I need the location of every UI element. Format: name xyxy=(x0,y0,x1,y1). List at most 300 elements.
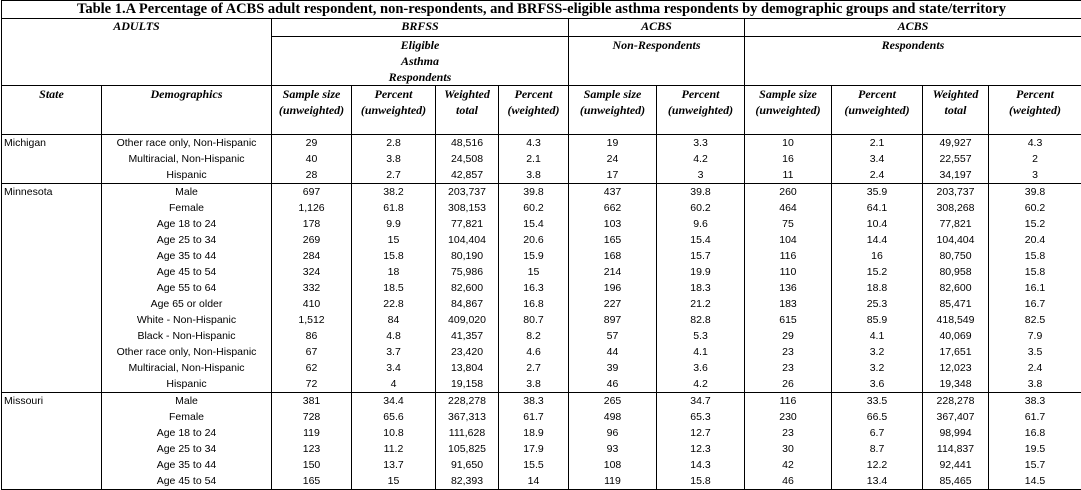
state-cell: Missouri xyxy=(2,393,102,410)
value-cell: 15.8 xyxy=(352,248,436,264)
value-cell: 9.6 xyxy=(657,216,745,232)
demographic-cell: Age 45 to 54 xyxy=(102,473,272,490)
value-cell: 75,986 xyxy=(436,264,499,280)
value-cell: 15 xyxy=(352,232,436,248)
table-row xyxy=(2,151,1081,167)
value-cell: 2.1 xyxy=(499,151,569,167)
value-cell: 4.2 xyxy=(657,151,745,167)
demographic-cell: Female xyxy=(102,200,272,216)
value-cell: 15 xyxy=(499,264,569,280)
value-cell: 38.3 xyxy=(989,393,1081,410)
value-cell: 15.4 xyxy=(657,232,745,248)
value-cell: 24 xyxy=(569,151,657,167)
value-cell: 64.1 xyxy=(832,200,923,216)
value-cell: 23 xyxy=(745,425,832,441)
value-cell: 13.4 xyxy=(832,473,923,490)
value-cell: 18.3 xyxy=(657,280,745,296)
demographic-cell: Age 35 to 44 xyxy=(102,457,272,473)
column-header: Weighted total xyxy=(923,86,989,135)
value-cell: 3 xyxy=(989,167,1081,184)
value-cell: 44 xyxy=(569,344,657,360)
value-cell: 728 xyxy=(272,409,352,425)
value-cell: 16.1 xyxy=(989,280,1081,296)
value-cell: 61.7 xyxy=(499,409,569,425)
value-cell: 228,278 xyxy=(923,393,989,410)
value-cell: 196 xyxy=(569,280,657,296)
state-cell xyxy=(2,312,102,328)
value-cell: 80,958 xyxy=(923,264,989,280)
value-cell: 28 xyxy=(272,167,352,184)
state-cell xyxy=(2,151,102,167)
demographic-cell: Black - Non-Hispanic xyxy=(102,328,272,344)
state-cell xyxy=(2,167,102,184)
value-cell: 136 xyxy=(745,280,832,296)
value-cell: 332 xyxy=(272,280,352,296)
value-cell: 18 xyxy=(352,264,436,280)
value-cell: 19,158 xyxy=(436,376,499,393)
state-cell xyxy=(2,409,102,425)
value-cell: 65.3 xyxy=(657,409,745,425)
state-cell xyxy=(2,296,102,312)
value-cell: 93 xyxy=(569,441,657,457)
value-cell: 34.7 xyxy=(657,393,745,410)
value-cell: 2.1 xyxy=(832,135,923,152)
value-cell: 4.3 xyxy=(499,135,569,152)
value-cell: 119 xyxy=(569,473,657,490)
value-cell: 19 xyxy=(569,135,657,152)
table-row xyxy=(2,457,1081,473)
value-cell: 15.8 xyxy=(989,248,1081,264)
value-cell: 19.9 xyxy=(657,264,745,280)
value-cell: 168 xyxy=(569,248,657,264)
value-cell: 23,420 xyxy=(436,344,499,360)
value-cell: 615 xyxy=(745,312,832,328)
state-cell xyxy=(2,200,102,216)
value-cell: 110 xyxy=(745,264,832,280)
value-cell: 65.6 xyxy=(352,409,436,425)
value-cell: 5.3 xyxy=(657,328,745,344)
value-cell: 3.6 xyxy=(657,360,745,376)
value-cell: 165 xyxy=(272,473,352,490)
value-cell: 15.8 xyxy=(657,473,745,490)
value-cell: 82,600 xyxy=(923,280,989,296)
value-cell: 464 xyxy=(745,200,832,216)
value-cell: 60.2 xyxy=(657,200,745,216)
value-cell: 178 xyxy=(272,216,352,232)
group-acbs-respondents: ACBS xyxy=(745,19,1081,37)
value-cell: 111,628 xyxy=(436,425,499,441)
table-title: Table 1.A Percentage of ACBS adult respondent, non-respondents, and BRFSS-eligible asthma respondents by demographic groups and state/territory xyxy=(2,1,1081,19)
table-row xyxy=(2,376,1081,393)
value-cell: 66.5 xyxy=(832,409,923,425)
value-cell: 23 xyxy=(745,360,832,376)
column-header: Sample size (unweighted) xyxy=(569,86,657,135)
value-cell: 14.4 xyxy=(832,232,923,248)
table-row xyxy=(2,184,1081,201)
value-cell: 96 xyxy=(569,425,657,441)
value-cell: 19,348 xyxy=(923,376,989,393)
value-cell: 15.7 xyxy=(657,248,745,264)
state-cell: Michigan xyxy=(2,135,102,152)
table-row xyxy=(2,312,1081,328)
value-cell: 2.8 xyxy=(352,135,436,152)
state-cell xyxy=(2,216,102,232)
table-row xyxy=(2,280,1081,296)
value-cell: 114,837 xyxy=(923,441,989,457)
value-cell: 11 xyxy=(745,167,832,184)
group-acbs-nonrespondents: ACBS xyxy=(569,19,745,37)
value-cell: 410 xyxy=(272,296,352,312)
table-row xyxy=(2,393,1081,410)
value-cell: 3.5 xyxy=(989,344,1081,360)
table-row xyxy=(2,344,1081,360)
demographic-cell: Multiracial, Non-Hispanic xyxy=(102,151,272,167)
value-cell: 4.2 xyxy=(657,376,745,393)
value-cell: 82.8 xyxy=(657,312,745,328)
group-adults: ADULTS xyxy=(2,19,272,86)
value-cell: 77,821 xyxy=(436,216,499,232)
value-cell: 98,994 xyxy=(923,425,989,441)
value-cell: 183 xyxy=(745,296,832,312)
value-cell: 17,651 xyxy=(923,344,989,360)
value-cell: 214 xyxy=(569,264,657,280)
value-cell: 46 xyxy=(745,473,832,490)
demographic-cell: Male xyxy=(102,393,272,410)
value-cell: 3.8 xyxy=(499,376,569,393)
value-cell: 17.9 xyxy=(499,441,569,457)
value-cell: 265 xyxy=(569,393,657,410)
value-cell: 38.3 xyxy=(499,393,569,410)
value-cell: 60.2 xyxy=(989,200,1081,216)
value-cell: 15 xyxy=(352,473,436,490)
value-cell: 14.3 xyxy=(657,457,745,473)
value-cell: 3.7 xyxy=(352,344,436,360)
value-cell: 6.7 xyxy=(832,425,923,441)
value-cell: 41,357 xyxy=(436,328,499,344)
table-row xyxy=(2,216,1081,232)
value-cell: 116 xyxy=(745,393,832,410)
state-cell xyxy=(2,425,102,441)
value-cell: 16.8 xyxy=(499,296,569,312)
state-cell xyxy=(2,376,102,393)
value-cell: 82.5 xyxy=(989,312,1081,328)
value-cell: 18.9 xyxy=(499,425,569,441)
column-header: Demographics xyxy=(102,86,272,135)
table-row xyxy=(2,441,1081,457)
value-cell: 4.8 xyxy=(352,328,436,344)
demographic-cell: Age 18 to 24 xyxy=(102,216,272,232)
value-cell: 48,516 xyxy=(436,135,499,152)
value-cell: 418,549 xyxy=(923,312,989,328)
value-cell: 3.2 xyxy=(832,360,923,376)
column-header: Percent (weighted) xyxy=(989,86,1081,135)
value-cell: 1,512 xyxy=(272,312,352,328)
value-cell: 897 xyxy=(569,312,657,328)
state-cell xyxy=(2,473,102,490)
value-cell: 29 xyxy=(272,135,352,152)
demographic-cell: White - Non-Hispanic xyxy=(102,312,272,328)
value-cell: 2.7 xyxy=(499,360,569,376)
value-cell: 15.8 xyxy=(989,264,1081,280)
value-cell: 3.6 xyxy=(832,376,923,393)
group-brfss: BRFSS xyxy=(272,19,569,37)
value-cell: 34,197 xyxy=(923,167,989,184)
value-cell: 367,407 xyxy=(923,409,989,425)
value-cell: 84 xyxy=(352,312,436,328)
value-cell: 150 xyxy=(272,457,352,473)
value-cell: 21.2 xyxy=(657,296,745,312)
value-cell: 17 xyxy=(569,167,657,184)
value-cell: 308,268 xyxy=(923,200,989,216)
state-cell xyxy=(2,264,102,280)
value-cell: 24,508 xyxy=(436,151,499,167)
value-cell: 2 xyxy=(989,151,1081,167)
value-cell: 260 xyxy=(745,184,832,201)
value-cell: 16 xyxy=(832,248,923,264)
value-cell: 72 xyxy=(272,376,352,393)
value-cell: 2.7 xyxy=(352,167,436,184)
subgroup-respondents: Respondents xyxy=(745,37,1081,86)
value-cell: 116 xyxy=(745,248,832,264)
value-cell: 662 xyxy=(569,200,657,216)
value-cell: 82,393 xyxy=(436,473,499,490)
table-row xyxy=(2,232,1081,248)
table-row xyxy=(2,135,1081,152)
value-cell: 104 xyxy=(745,232,832,248)
demographic-cell: Age 45 to 54 xyxy=(102,264,272,280)
value-cell: 12,023 xyxy=(923,360,989,376)
value-cell: 4.6 xyxy=(499,344,569,360)
data-table xyxy=(1,0,1081,490)
value-cell: 14.5 xyxy=(989,473,1081,490)
value-cell: 8.7 xyxy=(832,441,923,457)
state-cell xyxy=(2,232,102,248)
value-cell: 49,927 xyxy=(923,135,989,152)
value-cell: 85,465 xyxy=(923,473,989,490)
state-cell xyxy=(2,344,102,360)
value-cell: 13,804 xyxy=(436,360,499,376)
value-cell: 15.7 xyxy=(989,457,1081,473)
value-cell: 697 xyxy=(272,184,352,201)
demographic-cell: Age 25 to 34 xyxy=(102,232,272,248)
value-cell: 105,825 xyxy=(436,441,499,457)
value-cell: 33.5 xyxy=(832,393,923,410)
column-header: State xyxy=(2,86,102,135)
value-cell: 11.2 xyxy=(352,441,436,457)
value-cell: 67 xyxy=(272,344,352,360)
value-cell: 19.5 xyxy=(989,441,1081,457)
value-cell: 77,821 xyxy=(923,216,989,232)
value-cell: 3.8 xyxy=(499,167,569,184)
table-row xyxy=(2,248,1081,264)
value-cell: 3.2 xyxy=(832,344,923,360)
value-cell: 15.5 xyxy=(499,457,569,473)
value-cell: 39.8 xyxy=(657,184,745,201)
value-cell: 203,737 xyxy=(436,184,499,201)
value-cell: 10 xyxy=(745,135,832,152)
state-cell xyxy=(2,457,102,473)
value-cell: 4.1 xyxy=(832,328,923,344)
value-cell: 26 xyxy=(745,376,832,393)
value-cell: 12.2 xyxy=(832,457,923,473)
demographic-cell: Other race only, Non-Hispanic xyxy=(102,135,272,152)
value-cell: 381 xyxy=(272,393,352,410)
table-row xyxy=(2,425,1081,441)
value-cell: 29 xyxy=(745,328,832,344)
table-row xyxy=(2,360,1081,376)
value-cell: 20.6 xyxy=(499,232,569,248)
value-cell: 92,441 xyxy=(923,457,989,473)
demographic-cell: Age 25 to 34 xyxy=(102,441,272,457)
value-cell: 10.8 xyxy=(352,425,436,441)
value-cell: 15.4 xyxy=(499,216,569,232)
value-cell: 91,650 xyxy=(436,457,499,473)
value-cell: 39.8 xyxy=(989,184,1081,201)
subgroup-eligible: Eligible Asthma Respondents xyxy=(272,37,569,86)
value-cell: 165 xyxy=(569,232,657,248)
value-cell: 22.8 xyxy=(352,296,436,312)
value-cell: 46 xyxy=(569,376,657,393)
column-header: Percent (unweighted) xyxy=(352,86,436,135)
demographic-cell: Hispanic xyxy=(102,167,272,184)
value-cell: 13.7 xyxy=(352,457,436,473)
value-cell: 104,404 xyxy=(923,232,989,248)
value-cell: 367,313 xyxy=(436,409,499,425)
value-cell: 15.2 xyxy=(832,264,923,280)
value-cell: 57 xyxy=(569,328,657,344)
value-cell: 269 xyxy=(272,232,352,248)
value-cell: 7.9 xyxy=(989,328,1081,344)
state-cell xyxy=(2,360,102,376)
value-cell: 498 xyxy=(569,409,657,425)
value-cell: 3.8 xyxy=(352,151,436,167)
value-cell: 60.2 xyxy=(499,200,569,216)
value-cell: 84,867 xyxy=(436,296,499,312)
value-cell: 409,020 xyxy=(436,312,499,328)
state-cell xyxy=(2,441,102,457)
value-cell: 108 xyxy=(569,457,657,473)
value-cell: 103 xyxy=(569,216,657,232)
value-cell: 40 xyxy=(272,151,352,167)
value-cell: 35.9 xyxy=(832,184,923,201)
value-cell: 230 xyxy=(745,409,832,425)
demographic-cell: Other race only, Non-Hispanic xyxy=(102,344,272,360)
value-cell: 42 xyxy=(745,457,832,473)
value-cell: 4.3 xyxy=(989,135,1081,152)
value-cell: 16.8 xyxy=(989,425,1081,441)
value-cell: 437 xyxy=(569,184,657,201)
demographic-cell: Female xyxy=(102,409,272,425)
value-cell: 40,069 xyxy=(923,328,989,344)
value-cell: 3.4 xyxy=(352,360,436,376)
value-cell: 12.3 xyxy=(657,441,745,457)
value-cell: 2.4 xyxy=(989,360,1081,376)
value-cell: 85.9 xyxy=(832,312,923,328)
state-cell xyxy=(2,328,102,344)
value-cell: 42,857 xyxy=(436,167,499,184)
table-row xyxy=(2,167,1081,184)
value-cell: 85,471 xyxy=(923,296,989,312)
value-cell: 80.7 xyxy=(499,312,569,328)
value-cell: 284 xyxy=(272,248,352,264)
value-cell: 86 xyxy=(272,328,352,344)
value-cell: 30 xyxy=(745,441,832,457)
table-row xyxy=(2,264,1081,280)
value-cell: 324 xyxy=(272,264,352,280)
value-cell: 39.8 xyxy=(499,184,569,201)
value-cell: 9.9 xyxy=(352,216,436,232)
value-cell: 39 xyxy=(569,360,657,376)
value-cell: 123 xyxy=(272,441,352,457)
value-cell: 4.1 xyxy=(657,344,745,360)
value-cell: 38.2 xyxy=(352,184,436,201)
value-cell: 61.7 xyxy=(989,409,1081,425)
value-cell: 104,404 xyxy=(436,232,499,248)
value-cell: 61.8 xyxy=(352,200,436,216)
value-cell: 22,557 xyxy=(923,151,989,167)
demographic-cell: Male xyxy=(102,184,272,201)
demographic-cell: Multiracial, Non-Hispanic xyxy=(102,360,272,376)
demographic-cell: Age 18 to 24 xyxy=(102,425,272,441)
table-row xyxy=(2,473,1081,490)
value-cell: 228,278 xyxy=(436,393,499,410)
value-cell: 20.4 xyxy=(989,232,1081,248)
demographic-cell: Age 35 to 44 xyxy=(102,248,272,264)
column-header: Sample size (unweighted) xyxy=(745,86,832,135)
value-cell: 15.2 xyxy=(989,216,1081,232)
value-cell: 203,737 xyxy=(923,184,989,201)
value-cell: 16.7 xyxy=(989,296,1081,312)
demographic-cell: Age 65 or older xyxy=(102,296,272,312)
subgroup-nonrespondents: Non-Respondents xyxy=(569,37,745,86)
value-cell: 16.3 xyxy=(499,280,569,296)
column-header: Percent (weighted) xyxy=(499,86,569,135)
value-cell: 25.3 xyxy=(832,296,923,312)
value-cell: 3.4 xyxy=(832,151,923,167)
table-row xyxy=(2,296,1081,312)
value-cell: 34.4 xyxy=(352,393,436,410)
value-cell: 18.8 xyxy=(832,280,923,296)
value-cell: 10.4 xyxy=(832,216,923,232)
value-cell: 62 xyxy=(272,360,352,376)
value-cell: 3.3 xyxy=(657,135,745,152)
value-cell: 80,750 xyxy=(923,248,989,264)
value-cell: 82,600 xyxy=(436,280,499,296)
value-cell: 3.8 xyxy=(989,376,1081,393)
value-cell: 1,126 xyxy=(272,200,352,216)
state-cell xyxy=(2,280,102,296)
table-row xyxy=(2,200,1081,216)
value-cell: 18.5 xyxy=(352,280,436,296)
demographic-cell: Age 55 to 64 xyxy=(102,280,272,296)
column-header: Percent (unweighted) xyxy=(657,86,745,135)
value-cell: 12.7 xyxy=(657,425,745,441)
value-cell: 119 xyxy=(272,425,352,441)
value-cell: 75 xyxy=(745,216,832,232)
value-cell: 4 xyxy=(352,376,436,393)
value-cell: 227 xyxy=(569,296,657,312)
column-header: Sample size (unweighted) xyxy=(272,86,352,135)
value-cell: 2.4 xyxy=(832,167,923,184)
value-cell: 23 xyxy=(745,344,832,360)
state-cell: Minnesota xyxy=(2,184,102,201)
value-cell: 3 xyxy=(657,167,745,184)
value-cell: 16 xyxy=(745,151,832,167)
demographic-cell: Hispanic xyxy=(102,376,272,393)
table-row xyxy=(2,409,1081,425)
value-cell: 80,190 xyxy=(436,248,499,264)
value-cell: 14 xyxy=(499,473,569,490)
